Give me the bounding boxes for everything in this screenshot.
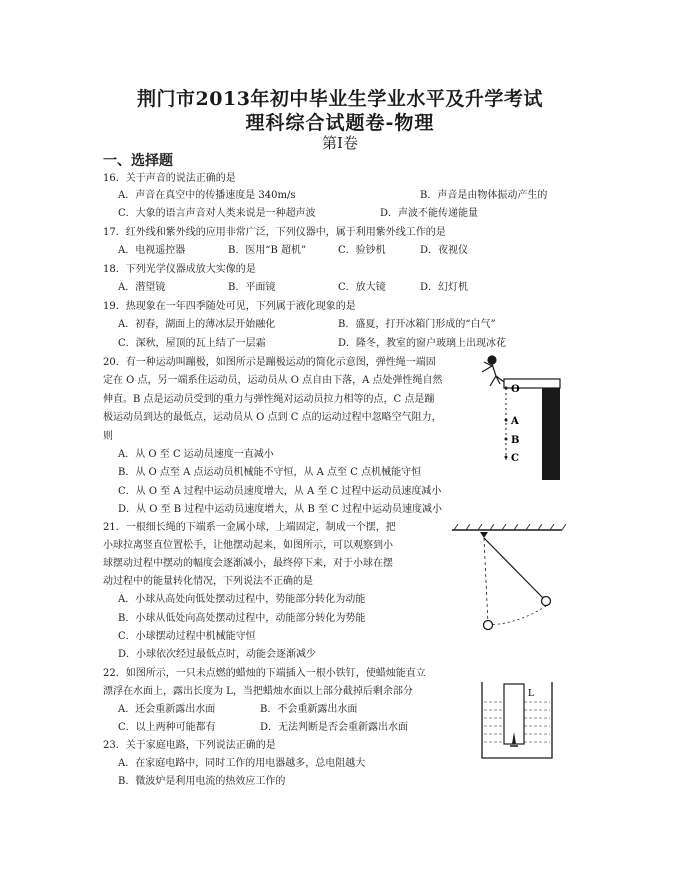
q21-stem-line2: 小球拉离竖直位置松手，让他摆动起来，如图所示，可以观察到小 [103, 540, 393, 551]
q21-stem-line1: 21．一根细长绳的下端系一金属小球，上端固定，制成一个摆，把 [103, 522, 396, 533]
q22-option-a: A．还会重新露出水面 [118, 704, 216, 715]
q21-option-b: B．小球从低处向高处摆动过程中，动能部分转化为势能 [118, 613, 366, 624]
part-heading: 第Ⅰ卷 [322, 134, 358, 152]
pendulum-ball [542, 597, 551, 606]
q18-option-a: A．潜望镜 [118, 282, 166, 293]
pendulum-string [484, 538, 545, 600]
q21-option-d: D．小球依次经过最低点时，动能会逐渐减少 [118, 649, 317, 660]
q20-stem-line4: 极运动员到达的最低点，运动员从 O 点到 C 点的运动过程中忽略空气阻力， [103, 412, 442, 423]
q16-option-c: C．大象的语言声音对人类来说是一种超声波 [118, 208, 316, 219]
q21-stem-line3: 球摆动过程中摆动的幅度会逐渐减小，最终停下来，对于小球在摆 [103, 558, 393, 569]
q17-stem: 17．红外线和紫外线的应用非常广泛，下列仪器中，属于利用紫外线工作的是 [103, 227, 446, 238]
exam-subtitle: 理科综合试题卷-物理 [245, 112, 435, 134]
ceiling-hatching [454, 524, 566, 530]
q19-option-c: C．深秋，屋顶的瓦上结了一层霜 [118, 338, 266, 349]
pivot-point [480, 532, 488, 538]
q18-stem: 18．下列光学仪器成放大实像的是 [103, 264, 256, 275]
q21-stem-line4: 动过程中的能量转化情况，下列说法不正确的是 [103, 576, 313, 587]
q21-option-c: C．小球摆动过程中机械能守恒 [118, 631, 256, 642]
q18-option-c: C．放大镜 [338, 282, 386, 293]
label-c: C [511, 453, 519, 464]
q17-option-a: A．电视遥控器 [118, 245, 186, 256]
q17-option-c: C．验钞机 [338, 245, 386, 256]
q22-option-d: D．无法判断是否会重新露出水面 [260, 722, 409, 733]
q20-option-c: C．从 O 至 A 过程中运动员速度增大，从 A 至 C 过程中运动员速度减小 [118, 486, 442, 497]
point-b-mark [505, 438, 508, 441]
q20-stem-line1: 20．有一种运动叫蹦极，如图所示是蹦极运动的简化示意图，弹性绳一端固 [103, 357, 436, 368]
pendulum-diagram [446, 524, 566, 634]
q23-option-b: B．微波炉是利用电流的热效应工作的 [118, 776, 286, 787]
q17-option-d: D．夜视仪 [420, 245, 469, 256]
q20-option-b: B．从 O 点至 A 点运动员机械能不守恒，从 A 点至 C 点机械能守恒 [118, 467, 422, 478]
q23-stem: 23．关于家庭电路，下列说法正确的是 [103, 740, 276, 751]
point-c-mark [505, 456, 508, 459]
q21-option-a: A．小球从高处向低处摆动过程中，势能部分转化为动能 [118, 594, 366, 605]
section-heading: 一、选择题 [103, 153, 173, 169]
exam-title: 荆门市2013年初中毕业生学业水平及升学考试 [137, 88, 543, 110]
q19-option-a: A．初春，湖面上的薄冰层开始融化 [118, 319, 276, 330]
bungee-diagram [478, 352, 570, 484]
q16-option-d: D．声波不能传递能量 [380, 208, 479, 219]
q23-option-a: A．在家庭电路中，同时工作的用电器越多，总电阻越大 [118, 758, 366, 769]
q18-option-b: B．平面镜 [228, 282, 276, 293]
q19-stem: 19．热现象在一年四季随处可见，下列属于液化现象的是 [103, 301, 356, 312]
q16-option-a: A．声音在真空中的传播速度是 340m/s [118, 190, 296, 201]
label-l: L [528, 689, 534, 699]
label-b: B [511, 435, 520, 446]
candle-diagram [478, 680, 558, 762]
q20-option-a: A．从 O 至 C 运动员速度一直减小 [118, 449, 274, 460]
q19-option-d: D．隆冬，教室的窗户玻璃上出现冰花 [338, 338, 507, 349]
label-o: O [511, 384, 520, 395]
q17-option-b: B．医用“B 超机” [228, 245, 307, 256]
label-a: A [511, 416, 519, 427]
q22-option-b: B．不会重新露出水面 [260, 704, 358, 715]
q16-option-b: B．声音是由物体振动产生的 [420, 190, 548, 201]
q16-stem: 16．关于声音的说法正确的是 [103, 173, 236, 184]
q20-stem-line3: 伸直。B 点是运动员受到的重力与弹性绳对运动员拉力相等的点，C 点是蹦 [103, 394, 435, 405]
q20-stem-line5: 则 [103, 431, 113, 442]
q20-option-d: D．从 O 至 B 过程中运动员速度增大，从 B 至 C 过程中运动员速度减小 [118, 504, 442, 515]
q22-option-c: C．以上两种可能都有 [118, 722, 216, 733]
q19-option-b: B．盛夏，打开冰箱门形成的“白气” [338, 319, 496, 330]
point-a-mark [505, 419, 508, 422]
jumper-figure [482, 356, 504, 386]
swing-arc [488, 606, 546, 625]
q18-option-d: D．幻灯机 [420, 282, 469, 293]
cliff-wall [542, 380, 560, 480]
q22-stem-line1: 22．如图所示，一只未点燃的蜡烛的下端插入一根小铁钉，使蜡烛能直立 [103, 668, 426, 679]
vertical-reference [484, 538, 488, 624]
pendulum-ball-low [484, 621, 493, 630]
point-o-mark [505, 387, 508, 390]
q20-stem-line2: 定在 O 点，另一端系住运动员，运动员从 O 点自由下落，A 点处弹性绳自然 [103, 375, 443, 386]
q22-stem-line2: 漂浮在水面上，露出长度为 L，当把蜡烛水面以上部分截掉后剩余部分 [103, 686, 413, 697]
